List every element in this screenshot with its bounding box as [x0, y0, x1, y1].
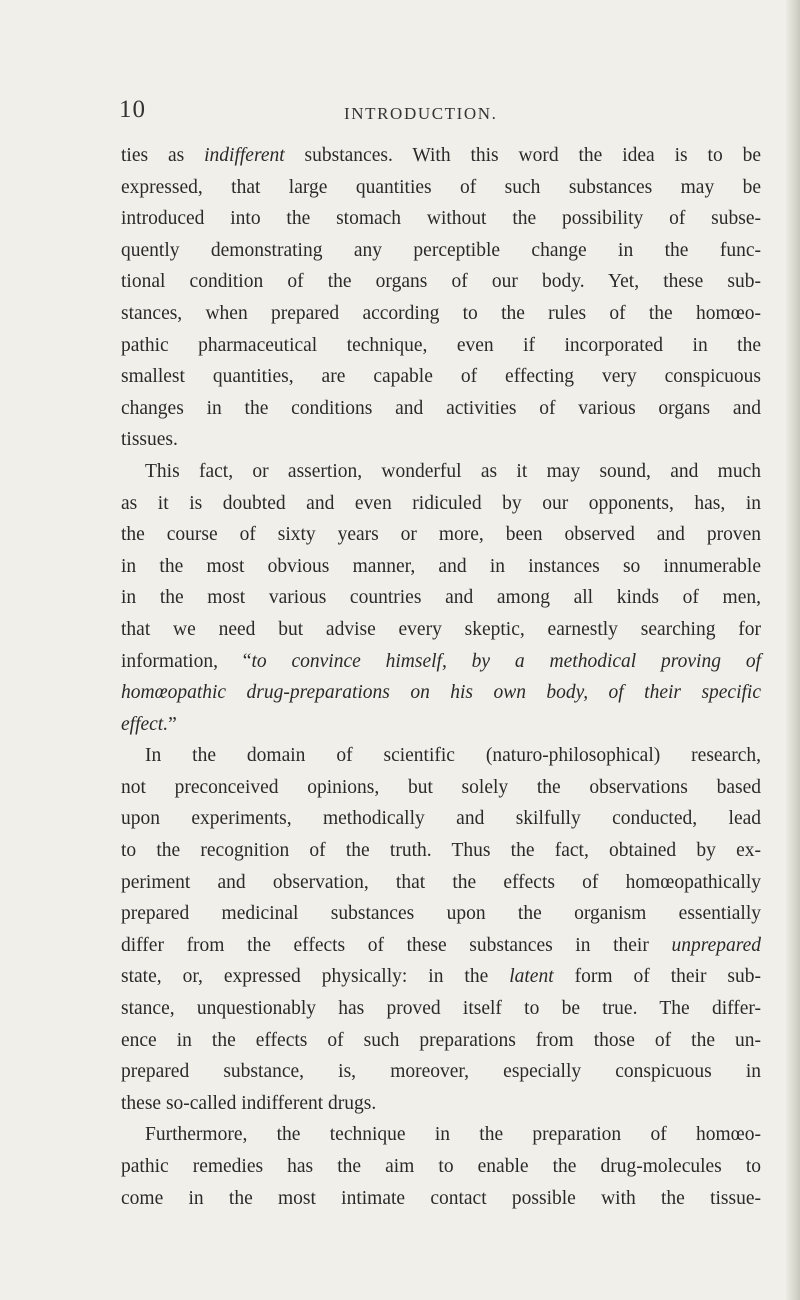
text-span: the course of sixty years or more, been observed and proven [121, 524, 761, 546]
text-span: changes in the conditions and activities of various organs and [121, 397, 761, 419]
text-span: differ from the effects of these substances in their [121, 934, 672, 956]
text-span: ence in the effects of such preparations from those of the un- [121, 1029, 761, 1051]
text-line [121, 266, 761, 298]
text-span: in the most obvious manner, and in instances so innumerable [121, 555, 761, 577]
text-line [121, 1183, 761, 1215]
text-line [121, 961, 761, 993]
text-line [121, 709, 761, 741]
italic-text-span: to convince himself, by a methodical proving of [251, 650, 761, 672]
text-span: This fact, or assertion, wonderful as it may sound, and much [145, 460, 761, 482]
italic-text-span: unprepared [671, 934, 761, 956]
text-line [121, 993, 761, 1025]
text-line [121, 519, 761, 551]
text-line [121, 1119, 761, 1151]
text-span: to the recognition of the truth. Thus the fact, obtained by ex- [121, 840, 761, 862]
text-line [121, 172, 761, 204]
text-line [121, 835, 761, 867]
italic-text-span: latent [509, 966, 554, 988]
text-span: stance, unquestionably has proved itself to be true. The differ- [121, 998, 761, 1020]
text-span: expressed, that large quantities of such substances may be [121, 176, 761, 198]
text-span: in the most various countries and among all kinds of men, [121, 587, 761, 609]
text-span: pathic pharmaceutical technique, even if incorporated in the [121, 334, 761, 356]
text-line [121, 582, 761, 614]
text-line [121, 456, 761, 488]
italic-text-span: effect. [121, 713, 169, 735]
text-line [121, 361, 761, 393]
text-span: ties as [121, 145, 205, 166]
text-line [121, 235, 761, 267]
text-line [121, 930, 761, 962]
text-span: these so-called indifferent drugs. [121, 1092, 377, 1114]
text-span: tissues. [121, 429, 178, 451]
text-line [121, 1088, 761, 1120]
text-line [121, 772, 761, 804]
text-line [121, 677, 761, 709]
text-line [121, 740, 761, 772]
page-number: 10 [119, 96, 146, 123]
text-span: form of their sub- [553, 966, 761, 988]
body-text [121, 140, 761, 1214]
text-span: prepared substance, is, moreover, especially conspicuous in [121, 1061, 761, 1083]
text-line [121, 867, 761, 899]
text-line [121, 330, 761, 362]
italic-text-span: homœopathic drug-preparations on his own body, of their specific [121, 682, 761, 704]
text-span: stances, when prepared according to the rules of the homœo- [121, 302, 761, 324]
text-line [121, 898, 761, 930]
text-line [121, 140, 761, 172]
text-line [121, 803, 761, 835]
text-span: periment and observation, that the effects of homœopathically [121, 871, 761, 893]
text-span: prepared medicinal substances upon the organism essentially [121, 903, 761, 925]
text-line [121, 424, 761, 456]
text-span: pathic remedies has the aim to enable the drug-molecules to [121, 1156, 761, 1177]
text-span: that we need but advise every skeptic, earnestly searching for [121, 618, 761, 640]
text-span: substances. With this word the idea is to be [284, 145, 761, 166]
italic-text-span: indifferent [204, 145, 285, 166]
text-span: smallest quantities, are capable of effecting very conspicuous [121, 366, 761, 388]
text-span: state, or, expressed physically: in the [121, 966, 510, 988]
text-line [121, 298, 761, 330]
text-span: Furthermore, the technique in the preparation of homœo- [145, 1124, 761, 1146]
text-line [121, 1151, 761, 1183]
text-span: quently demonstrating any perceptible change in the func- [121, 239, 761, 261]
text-span: information, “ [121, 650, 252, 672]
text-span: tional condition of the organs of our body. Yet, these sub- [121, 271, 761, 293]
text-line [121, 1025, 761, 1057]
text-line [121, 203, 761, 235]
text-line [121, 551, 761, 583]
text-line [121, 646, 761, 678]
text-span: In the domain of scientific (naturo-philosophical) research, [145, 745, 761, 767]
text-span: ” [168, 713, 177, 735]
text-span: come in the most intimate contact possible with the tissue- [121, 1187, 761, 1209]
text-line [121, 488, 761, 520]
text-span: not preconceived opinions, but solely the observations based [121, 776, 761, 798]
text-span: introduced into the stomach without the possibility of subse- [121, 208, 761, 230]
text-line [121, 393, 761, 425]
text-span: upon experiments, methodically and skilfully conducted, lead [121, 808, 761, 830]
page-edge-shadow [786, 0, 800, 1300]
text-span: as it is doubted and even ridiculed by our opponents, has, in [121, 492, 761, 514]
running-head: INTRODUCTION. [344, 104, 498, 123]
text-line [121, 1056, 761, 1088]
text-line [121, 614, 761, 646]
